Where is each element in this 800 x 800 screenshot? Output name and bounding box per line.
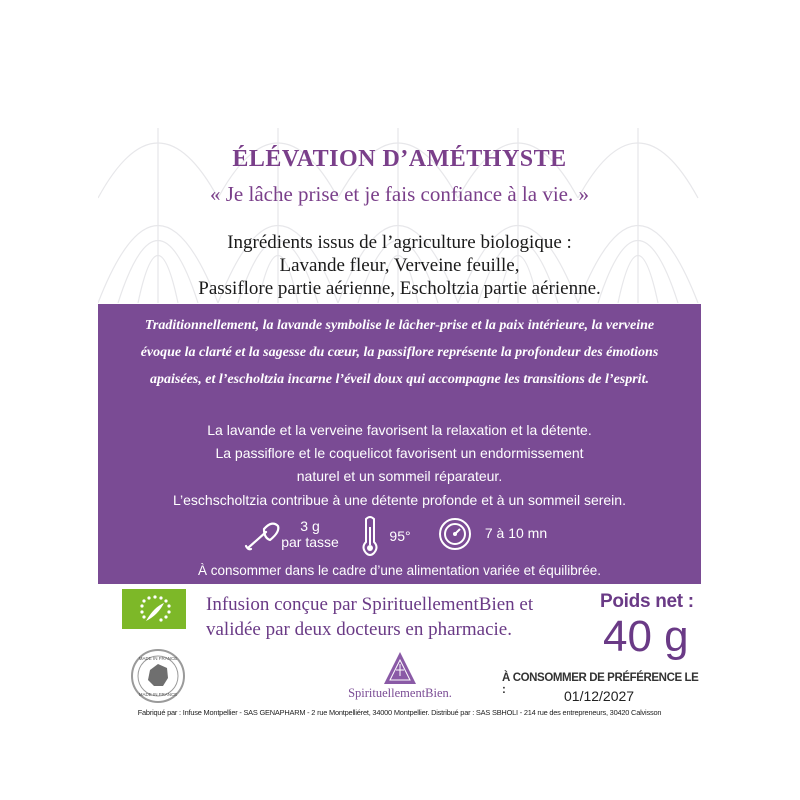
made-in-france-bottom-text: MADE IN FRANCE [138, 692, 178, 697]
ingredients-line: Lavande fleur, Verveine feuille, [279, 255, 520, 276]
benefit-line: La passiflore et le coquelicot favorisent un endormissement [215, 445, 584, 461]
best-before-date: 01/12/2027 [564, 688, 635, 704]
product-title: ÉLÉVATION D’AMÉTHYSTE [232, 146, 567, 172]
dose-unit: par tasse [281, 534, 339, 550]
net-weight-value: 40 g [603, 612, 689, 661]
best-before-label: À CONSOMMER DE PRÉFÉRENCE LE : [502, 672, 699, 696]
eu-organic-leaf-icon [122, 589, 186, 629]
net-weight-label: Poids net : [600, 591, 694, 612]
temperature-value: 95° [389, 528, 411, 544]
infusion-time: 7 à 10 mn [484, 525, 548, 541]
ingredients-line: Passiflore partie aérienne, Escholtzia partie aérienne. [198, 278, 601, 299]
infusion-validation-line: validée par deux docteurs en pharmacie. [206, 619, 512, 640]
tradition-text-line: évoque la clarté et la sagesse du cœur, la passiflore représente la profondeur des émotions [140, 345, 659, 360]
tradition-text-line: Traditionnellement, la lavande symbolise le lâcher-prise et la paix intérieure, la verveine [144, 318, 655, 333]
eu-organic-logo [122, 589, 186, 629]
brand-name: SpirituellementBien. [348, 686, 452, 700]
product-label [98, 128, 701, 722]
product-quote: « Je lâche prise et je fais confiance à la vie. » [210, 182, 589, 206]
consumption-note: À consommer dans le cadre d’une alimentation variée et équilibrée. [198, 563, 601, 578]
ingredients-heading: Ingrédients issus de l’agriculture biologique : [227, 232, 572, 253]
dose-amount: 3 g [300, 518, 320, 534]
timer-icon [438, 517, 472, 551]
description-band [98, 304, 701, 584]
benefit-line: L’eschscholtzia contribue à une détente profonde et à un sommeil serein. [173, 492, 626, 508]
benefit-line: La lavande et la verveine favorisent la relaxation et la détente. [207, 422, 592, 438]
tradition-text-line: apaisées, et l’escholtzia incarne l’éveil doux qui accompagne les transitions de l’esprit. [150, 372, 649, 387]
infusion-designer-line: Infusion conçue par SpirituellementBien et [206, 594, 534, 615]
made-in-france-badge [130, 648, 186, 704]
benefit-line: naturel et un sommeil réparateur. [296, 468, 503, 484]
thermometer-icon [360, 515, 380, 557]
made-in-france-top-text: MADE IN FRANCE [138, 656, 178, 661]
manufacturer-info: Fabriqué par : Infuse Montpellier - SAS GENAPHARM - 2 rue Montpelliéret, 34000 Montpellier. Distribué par : SAS SBHOLI - 214 rue des entrepreneurs, 30420 Calvisson [137, 708, 662, 717]
